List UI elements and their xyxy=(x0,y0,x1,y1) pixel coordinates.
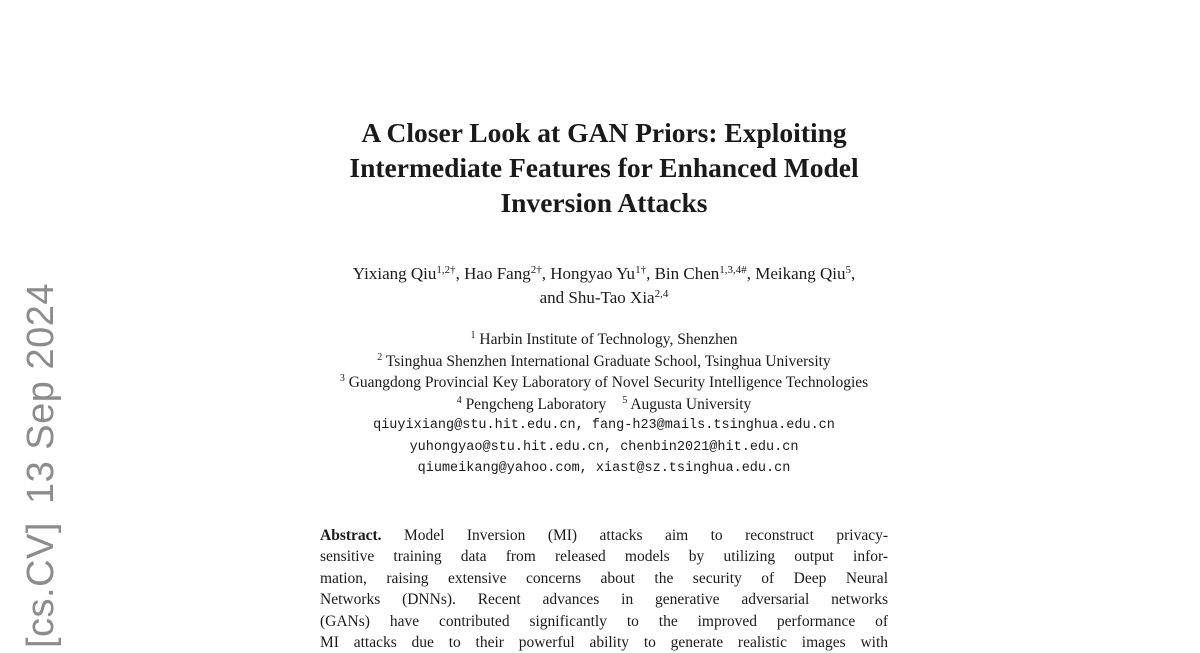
abstract-heading: Abstract. xyxy=(320,527,382,544)
author-separator: , xyxy=(646,264,655,283)
author-affil-mark: 1† xyxy=(635,264,647,276)
author-name: Meikang Qiu xyxy=(755,264,846,283)
affiliation-text: Tsinghua Shenzhen International Graduate School, Tsinghua University xyxy=(382,352,831,370)
affiliation-text: Pengcheng Laboratory xyxy=(461,395,607,413)
author-name: and Shu-Tao Xia xyxy=(539,288,655,307)
abstract-text: Model Inversion (MI) attacks aim to reconstruct privacy- xyxy=(381,527,888,544)
abstract-line xyxy=(320,525,888,546)
author-list xyxy=(260,262,948,310)
author-affil-mark: 1,2† xyxy=(436,264,456,276)
affiliation-line xyxy=(250,372,958,394)
affiliation-mark: 4 xyxy=(456,394,462,406)
author-affil-mark: 5 xyxy=(845,264,851,276)
affiliation-mark: 5 xyxy=(622,394,628,406)
author-affil-mark: 1,3,4# xyxy=(719,264,747,276)
abstract-line: (GANs) have contributed significantly to the improved performance of xyxy=(320,612,888,630)
affiliation-mark: 1 xyxy=(470,330,476,341)
arxiv-date: 13 Sep 2024 xyxy=(20,283,62,505)
author-name: Yixiang Qiu xyxy=(352,264,437,283)
title-line: Intermediate Features for Enhanced Model xyxy=(349,152,859,183)
arxiv-category: [cs.CV] xyxy=(20,522,62,648)
title-line: Inversion Attacks xyxy=(500,187,708,218)
affiliation-text: Harbin Institute of Technology, Shenzhen xyxy=(475,331,738,348)
author-name: Hao Fang xyxy=(464,264,531,283)
author-separator: , xyxy=(746,264,756,283)
author-name: Hongyao Yu xyxy=(550,264,636,283)
abstract-line: MI attacks due to their powerful ability to generate realistic images with xyxy=(320,634,888,652)
author-separator: , xyxy=(850,264,856,283)
author-separator: , xyxy=(455,264,465,283)
abstract-line: Networks (DNNs). Recent advances in generative adversarial networks xyxy=(320,591,888,609)
author-separator: , xyxy=(541,264,551,283)
affiliation-mark: 3 xyxy=(339,373,345,384)
affiliation-mark: 2 xyxy=(377,351,383,363)
affiliation-line xyxy=(250,329,958,351)
abstract-line: mation, raising extensive concerns about the security of Deep Neural xyxy=(320,569,888,587)
affiliation-block xyxy=(250,329,958,480)
abstract-line: sensitive training data from released models by utilizing output infor- xyxy=(320,548,888,566)
affiliation-line xyxy=(250,351,958,373)
affiliation-text: Augusta University xyxy=(627,395,752,413)
affiliation-text: Guangdong Provincial Key Laboratory of Novel Security Intelligence Technologies xyxy=(344,374,869,391)
email-line: yuhongyao@stu.hit.edu.cn, chenbin2021@hit.edu.cn xyxy=(409,439,799,455)
author-name: Bin Chen xyxy=(654,264,720,283)
author-affil-mark: 2,4 xyxy=(654,288,669,300)
email-line: qiumeikang@yahoo.com, xiast@sz.tsinghua.edu.cn xyxy=(417,461,791,476)
affiliation-line xyxy=(250,394,958,416)
author-affil-mark: 2† xyxy=(530,264,542,276)
paper-title xyxy=(300,115,908,220)
abstract-block xyxy=(320,525,888,653)
email-line: qiuyixiang@stu.hit.edu.cn, fang-h23@mails.tsinghua.edu.cn xyxy=(373,418,835,433)
title-line: A Closer Look at GAN Priors: Exploiting xyxy=(361,117,847,148)
